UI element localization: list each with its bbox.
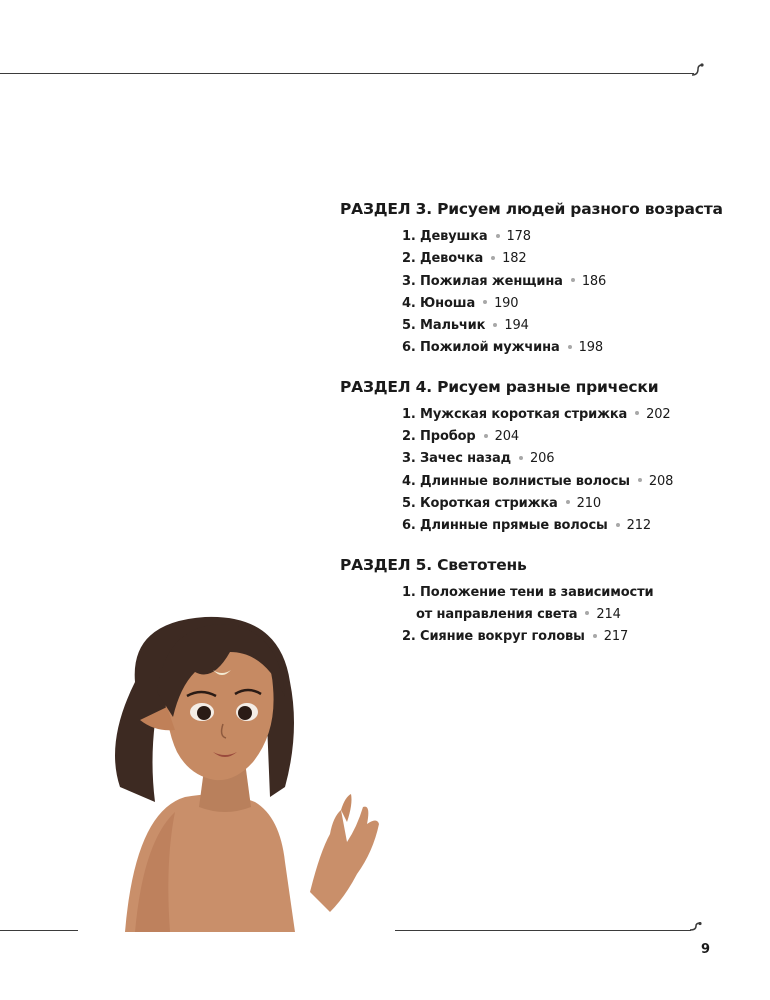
bottom-rule-hook-icon xyxy=(688,922,702,936)
dot-separator xyxy=(571,278,575,282)
left-pupil xyxy=(197,706,211,720)
toc-entry[interactable] xyxy=(402,315,760,337)
dot-separator xyxy=(519,456,523,460)
section-title: РАЗДЕЛ 3. Рисуем людей разного возраста xyxy=(340,200,723,218)
entry-page: 204 xyxy=(494,429,519,445)
toc-section xyxy=(340,196,760,360)
dot-separator xyxy=(496,234,500,238)
toc-entry[interactable] xyxy=(402,426,760,448)
entry-page: 198 xyxy=(578,340,603,356)
table-of-contents xyxy=(340,196,760,662)
entry-label: 5. Мальчик xyxy=(402,318,486,334)
entry-label: 2. Сияние вокруг головы xyxy=(402,629,585,645)
toc-entry[interactable] xyxy=(402,271,760,293)
raised-hand xyxy=(310,807,379,912)
top-rule xyxy=(0,73,694,74)
entry-label: 2. Пробор xyxy=(402,429,476,445)
entry-label: 6. Пожилой мужчина xyxy=(402,340,560,356)
entry-label: 6. Длинные прямые волосы xyxy=(402,518,608,534)
entry-page: 210 xyxy=(576,495,602,511)
toc-section xyxy=(340,552,760,649)
dot-separator xyxy=(491,256,495,260)
toc-entry[interactable] xyxy=(402,493,760,515)
entry-label: 5. Короткая стрижка xyxy=(402,495,558,511)
entry-label: 1. Девушка xyxy=(402,229,488,244)
toc-entry[interactable] xyxy=(402,626,760,648)
section-title: РАЗДЕЛ 5. Светотень xyxy=(340,555,527,574)
entry-label: 4. Юноша xyxy=(402,295,476,311)
entry-label: 1. Мужская короткая стрижка xyxy=(402,406,628,422)
toc-entry[interactable] xyxy=(402,448,760,470)
dot-separator xyxy=(593,634,597,638)
toc-entry[interactable] xyxy=(402,293,760,315)
toc-entry[interactable] xyxy=(402,337,760,359)
entry-page: 206 xyxy=(529,451,555,467)
hand-fingers xyxy=(341,794,352,822)
page-number: 9 xyxy=(701,942,711,957)
entry-label: 4. Длинные волнистые волосы xyxy=(402,473,630,489)
entry-page: 186 xyxy=(581,273,607,289)
toc-entry[interactable] xyxy=(402,582,760,627)
entry-page: 182 xyxy=(502,251,527,267)
entry-page: 214 xyxy=(596,606,621,622)
toc-entry[interactable] xyxy=(402,471,760,493)
dot-separator xyxy=(484,434,488,438)
dot-separator xyxy=(493,323,497,327)
girl-illustration xyxy=(95,612,395,932)
entry-page: 208 xyxy=(648,473,674,489)
entry-label: 1. Положение тени в зависимости xyxy=(402,584,654,600)
entry-page: 202 xyxy=(646,406,671,422)
dot-separator xyxy=(616,523,620,527)
entry-page: 178 xyxy=(506,229,531,244)
toc-entry[interactable] xyxy=(402,248,760,270)
section-title: РАЗДЕЛ 4. Рисуем разные прически xyxy=(340,377,659,396)
dot-separator xyxy=(483,300,487,304)
dot-separator xyxy=(635,411,639,415)
entry-label: 2. Девочка xyxy=(402,251,484,267)
entry-label: 3. Зачес назад xyxy=(402,451,511,467)
entry-page: 217 xyxy=(603,629,629,645)
toc-entry[interactable] xyxy=(402,226,760,248)
top-rule-hook-icon xyxy=(690,63,704,77)
toc-section xyxy=(340,374,760,538)
toc-entry[interactable] xyxy=(402,515,760,537)
entry-label-line2: от направления света xyxy=(416,606,578,622)
dot-separator xyxy=(585,611,589,615)
dot-separator xyxy=(566,500,570,504)
dot-separator xyxy=(568,345,572,349)
entry-page: 194 xyxy=(504,318,529,334)
entry-page: 190 xyxy=(494,295,519,311)
entry-page: 212 xyxy=(626,518,651,534)
toc-entry[interactable] xyxy=(402,404,760,426)
entry-label-continued xyxy=(402,604,760,626)
bottom-rule-right xyxy=(395,930,691,931)
entry-label: 3. Пожилая женщина xyxy=(402,273,563,289)
bottom-rule-left xyxy=(0,930,78,931)
dot-separator xyxy=(638,478,642,482)
right-pupil xyxy=(238,706,252,720)
